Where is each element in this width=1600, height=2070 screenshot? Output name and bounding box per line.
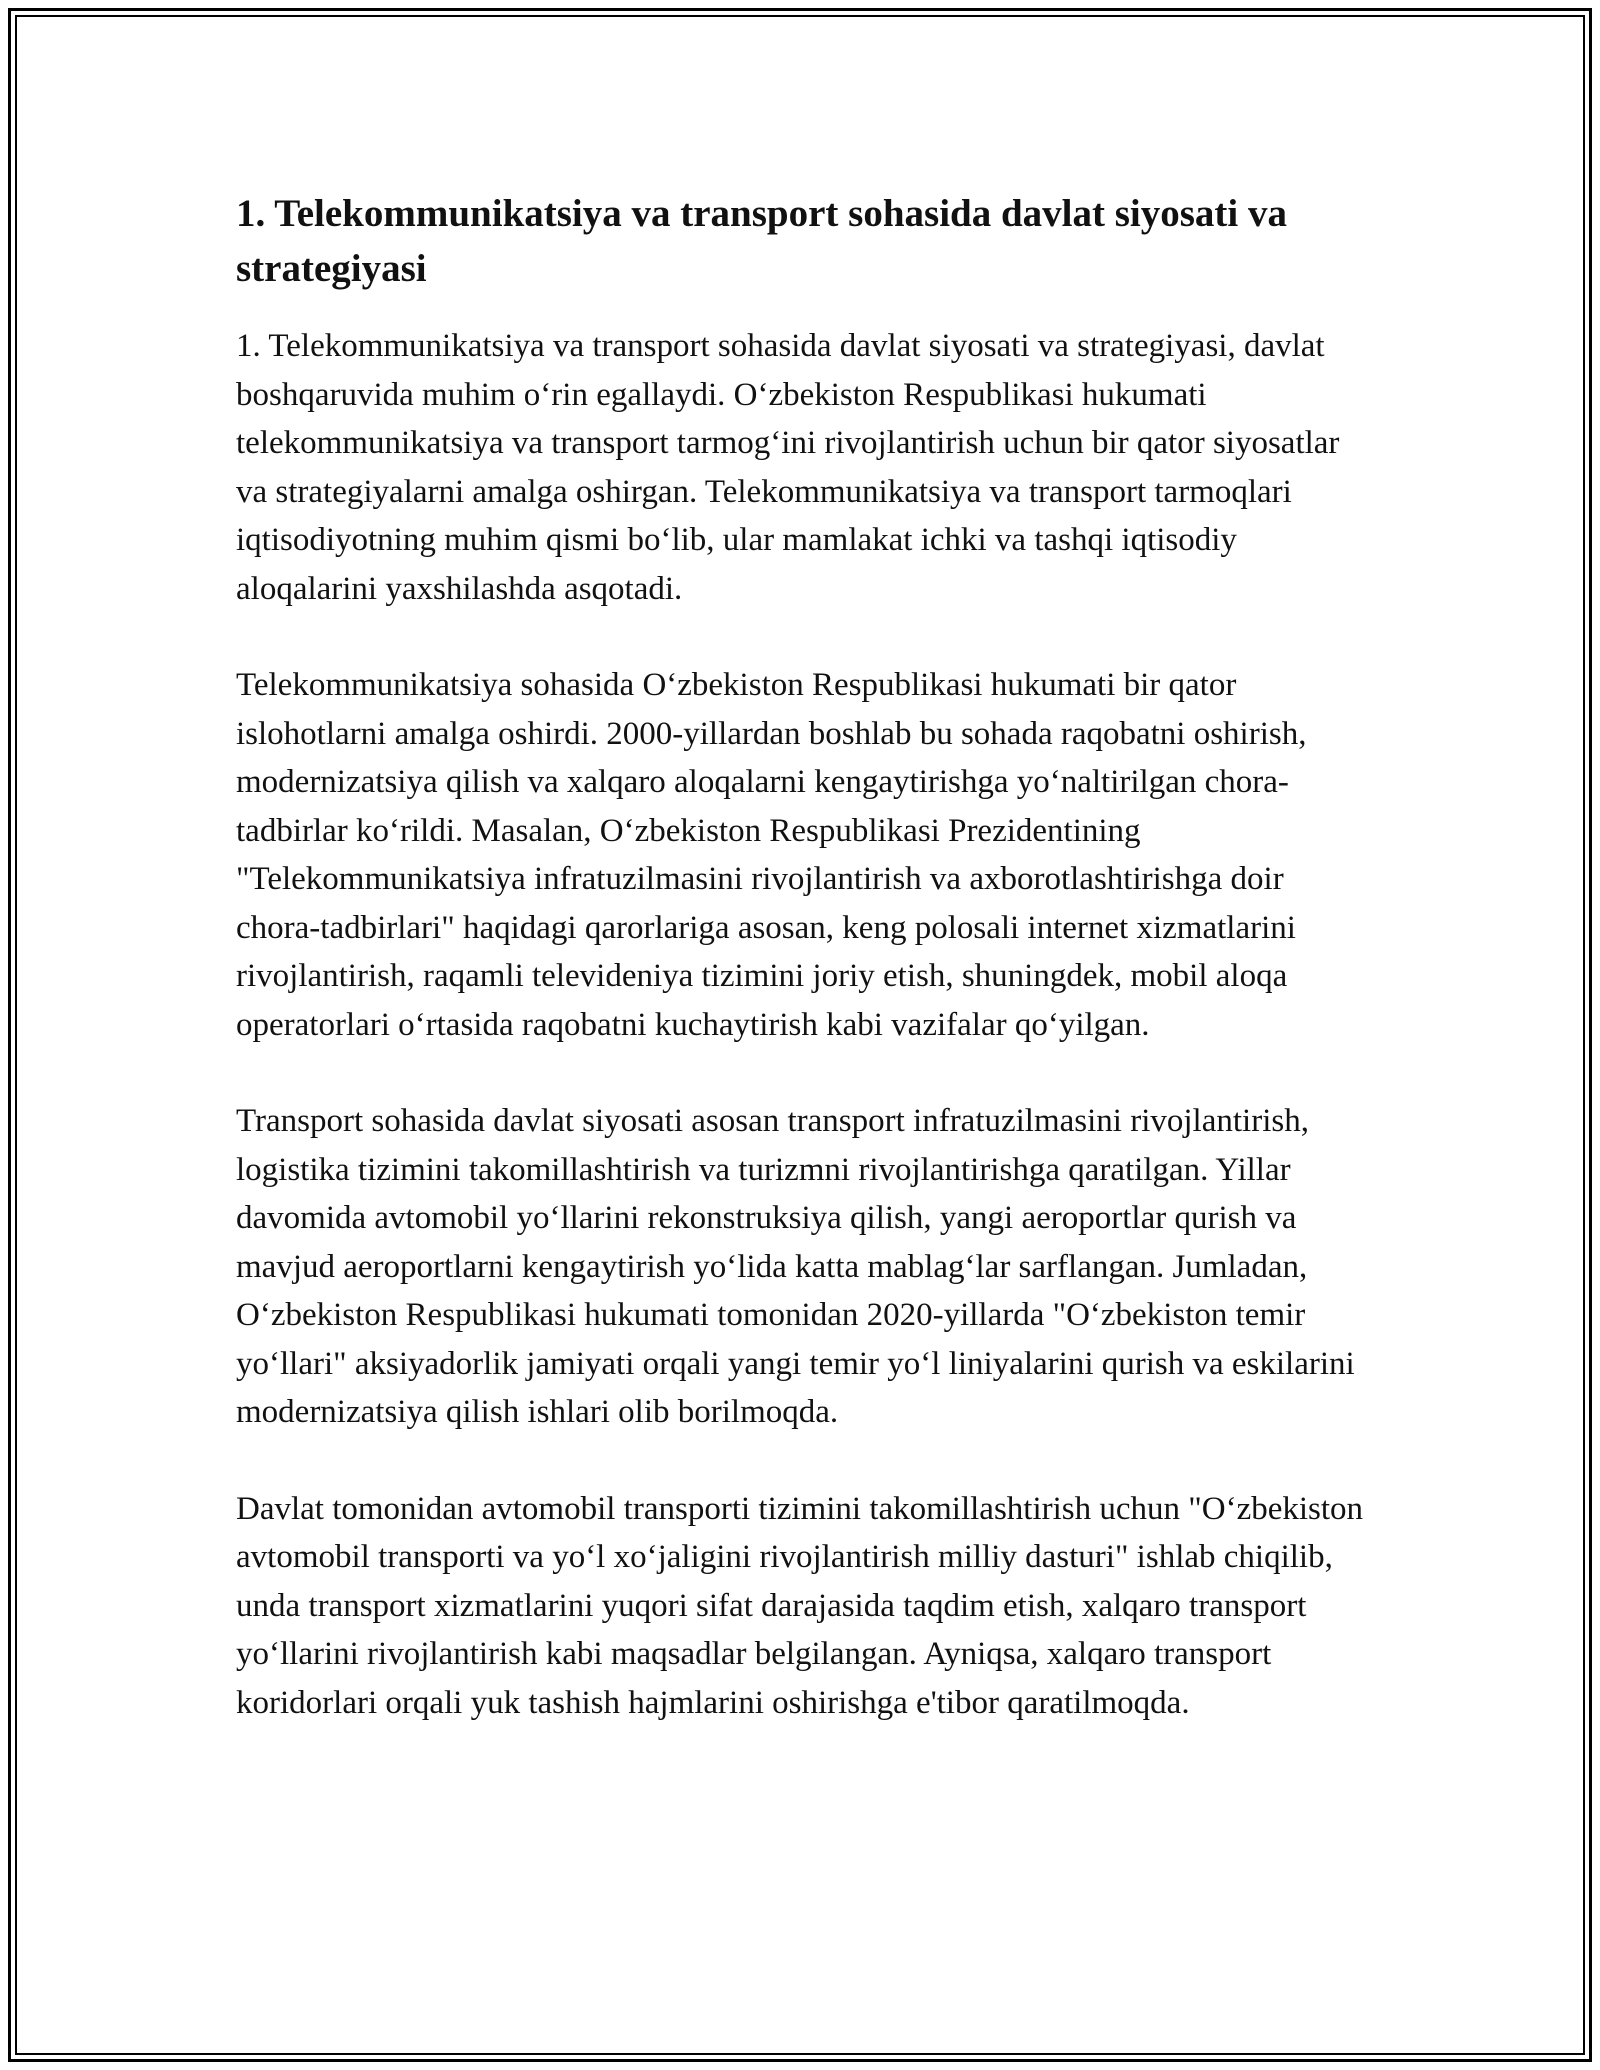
- paragraph-road-transport: Davlat tomonidan avtomobil transporti tizimini takomillashtirish uchun "Oʻzbekiston avtomobil transporti va yoʻl xoʻjaligini rivojlantirish milliy dasturi" ishlab chiqilib, unda transport xizmatlarini yuqori sifat darajasida taqdim etish, xalqaro transport yoʻllarini rivojlantirish kabi maqsadlar belgilangan. Ayniqsa, xalqaro transport koridorlari orqali yuk tashish hajmlarini oshirishga e'tibor qaratilmoqda.: [236, 1490, 1364, 1721]
- paragraph-intro: 1. Telekommunikatsiya va transport sohasida davlat siyosati va strategiyasi, davlat boshqaruvida muhim oʻrin egallaydi. Oʻzbekiston Respublikasi hukumati telekommunikatsiya va transport tarmogʻini rivojlantirish uchun bir qator siyosatlar va strategiyalarni amalga oshirgan. Telekommunikatsiya va transport tarmoqlari iqtisodiyotning muhim qismi boʻlib, ular mamlakat ichki va tashqi iqtisodiy aloqalarini yaxshilashda asqotadi.: [236, 328, 1340, 607]
- document-body: [236, 186, 1366, 1775]
- paragraph-telecommunications: Telekommunikatsiya sohasida Oʻzbekiston Respublikasi hukumati bir qator islohotlarni amalga oshirdi. 2000-yillardan boshlab bu sohada raqobatni oshirish, modernizatsiya qilish va xalqaro aloqalarni kengaytirishga yoʻnaltirilgan chora-tadbirlar koʻrildi. Masalan, Oʻzbekiston Respublikasi Prezidentining "Telekommunikatsiya infratuzilmasini rivojlantirish va axborotlashtirishga doir chora-tadbirlari" haqidagi qarorlariga asosan, keng polosali internet xizmatlarini rivojlantirish, raqamli televideniya tizimini joriy etish, shuningdek, mobil aloqa operatorlari oʻrtasida raqobatni kuchaytirish kabi vazifalar qoʻyilgan.: [236, 667, 1307, 1043]
- document-heading: 1. Telekommunikatsiya va transport sohasida davlat siyosati va strategiyasi: [236, 192, 1288, 290]
- paragraph-transport: Transport sohasida davlat siyosati asosan transport infratuzilmasini rivojlantirish, logistika tizimini takomillashtirish va turizmni rivojlantirishga qaratilgan. Yillar davomida avtomobil yoʻllarini rekonstruksiya qilish, yangi aeroportlar qurish va mavjud aeroportlarni kengaytirish yoʻlida katta mablagʻlar sarflangan. Jumladan, Oʻzbekiston Respublikasi hukumati tomonidan 2020-yillarda "Oʻzbekiston temir yoʻllari" aksiyadorlik jamiyati orqali yangi temir yoʻl liniyalarini qurish va eskilarini modernizatsiya qilish ishlari olib borilmoqda.: [236, 1103, 1355, 1430]
